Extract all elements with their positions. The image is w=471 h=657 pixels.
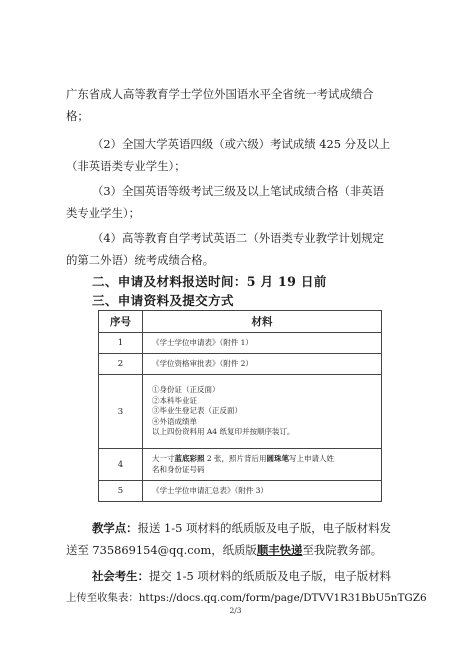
section-heading-deadline: 二、申请及材料报送时间：5 月 19 日前: [92, 274, 327, 289]
emphasis-photo: 蓝底彩照: [174, 454, 205, 463]
teaching-site-label: 教学点：: [92, 521, 138, 535]
social-candidate-label: 社会考生：: [92, 569, 149, 583]
row-material-line: ④外语成绩单: [152, 416, 197, 426]
row-material-line: 名和身份证号码: [152, 464, 205, 474]
teaching-site-line-1: 教学点：报送 1-5 项材料的纸质版及电子版，电子版材料发: [92, 521, 391, 535]
table-row: [99, 481, 382, 502]
emphasis-pen: 圆珠笔: [266, 454, 290, 463]
row-material-photo: [143, 449, 382, 481]
row-material-line: ①身份证（正反面）: [152, 385, 220, 395]
row-material: 《学士学位申请汇总表》（附件 3）: [143, 481, 382, 502]
requirement-3-line-1: （3）全国英语等级考试三级及以上笔试成绩合格（非英语: [92, 184, 385, 198]
row-material: 《学士学位申请表》（附件 1）: [143, 333, 382, 354]
table-header-materials: 材料: [143, 311, 382, 333]
row-material-line: ②本科毕业证: [152, 395, 197, 405]
page-number: 2/3: [229, 606, 242, 615]
row-material-line: 以上四份资料用 A4 纸复印并按顺序装订。: [152, 427, 295, 437]
paragraph-line-1: 广东省成人高等教育学士学位外国语水平全省统一考试成绩合: [66, 87, 374, 101]
table-row: [99, 449, 382, 481]
social-candidate-line-1: 社会考生：提交 1-5 项材料的纸质版及电子版，电子版材料: [92, 569, 391, 583]
requirement-2-line-1: （2）全国大学英语四级（或六级）考试成绩 425 分及以上: [92, 137, 391, 151]
row-material-line: 大一寸蓝底彩照 2 张，照片背后用圆珠笔写上申请人姓: [152, 454, 335, 463]
requirement-2-line-2: （非英语类专业学生）；: [66, 159, 186, 173]
row-material: 《学位资格审批表》（附件 2）: [143, 354, 382, 375]
table-header-no: 序号: [99, 311, 143, 333]
row-number: 1: [99, 333, 143, 354]
row-material-line: ③毕业生登记表（正反面）: [152, 406, 242, 416]
table-row: [99, 375, 382, 449]
row-number: 3: [99, 375, 143, 449]
requirement-3-line-2: 类专业学生）；: [66, 206, 141, 220]
row-material-list: [143, 375, 382, 449]
emphasis-courier: 顺丰快递: [256, 543, 303, 557]
table-header-row: [99, 311, 382, 333]
materials-table: [98, 310, 382, 502]
table-row: [99, 333, 382, 354]
requirement-4-line-2: 的第二外语）统考成绩合格。: [66, 253, 215, 267]
requirement-4-line-1: （4）高等教育自学考试英语二（外语类专业教学计划规定: [92, 231, 385, 245]
row-number: 2: [99, 354, 143, 375]
table-row: [99, 354, 382, 375]
teaching-site-line-2: 送至 735869154@qq.com，纸质版顺丰快递至我院教务部。: [66, 543, 383, 557]
row-number: 4: [99, 449, 143, 481]
paragraph-line-2: 格；: [66, 109, 89, 123]
social-candidate-line-2: 上传至收集表：https://docs.qq.com/form/page/DTVV1R31BbU5nTGZ6: [66, 592, 427, 604]
section-heading-materials: 三、申请资料及提交方式: [92, 293, 234, 308]
row-number: 5: [99, 481, 143, 502]
